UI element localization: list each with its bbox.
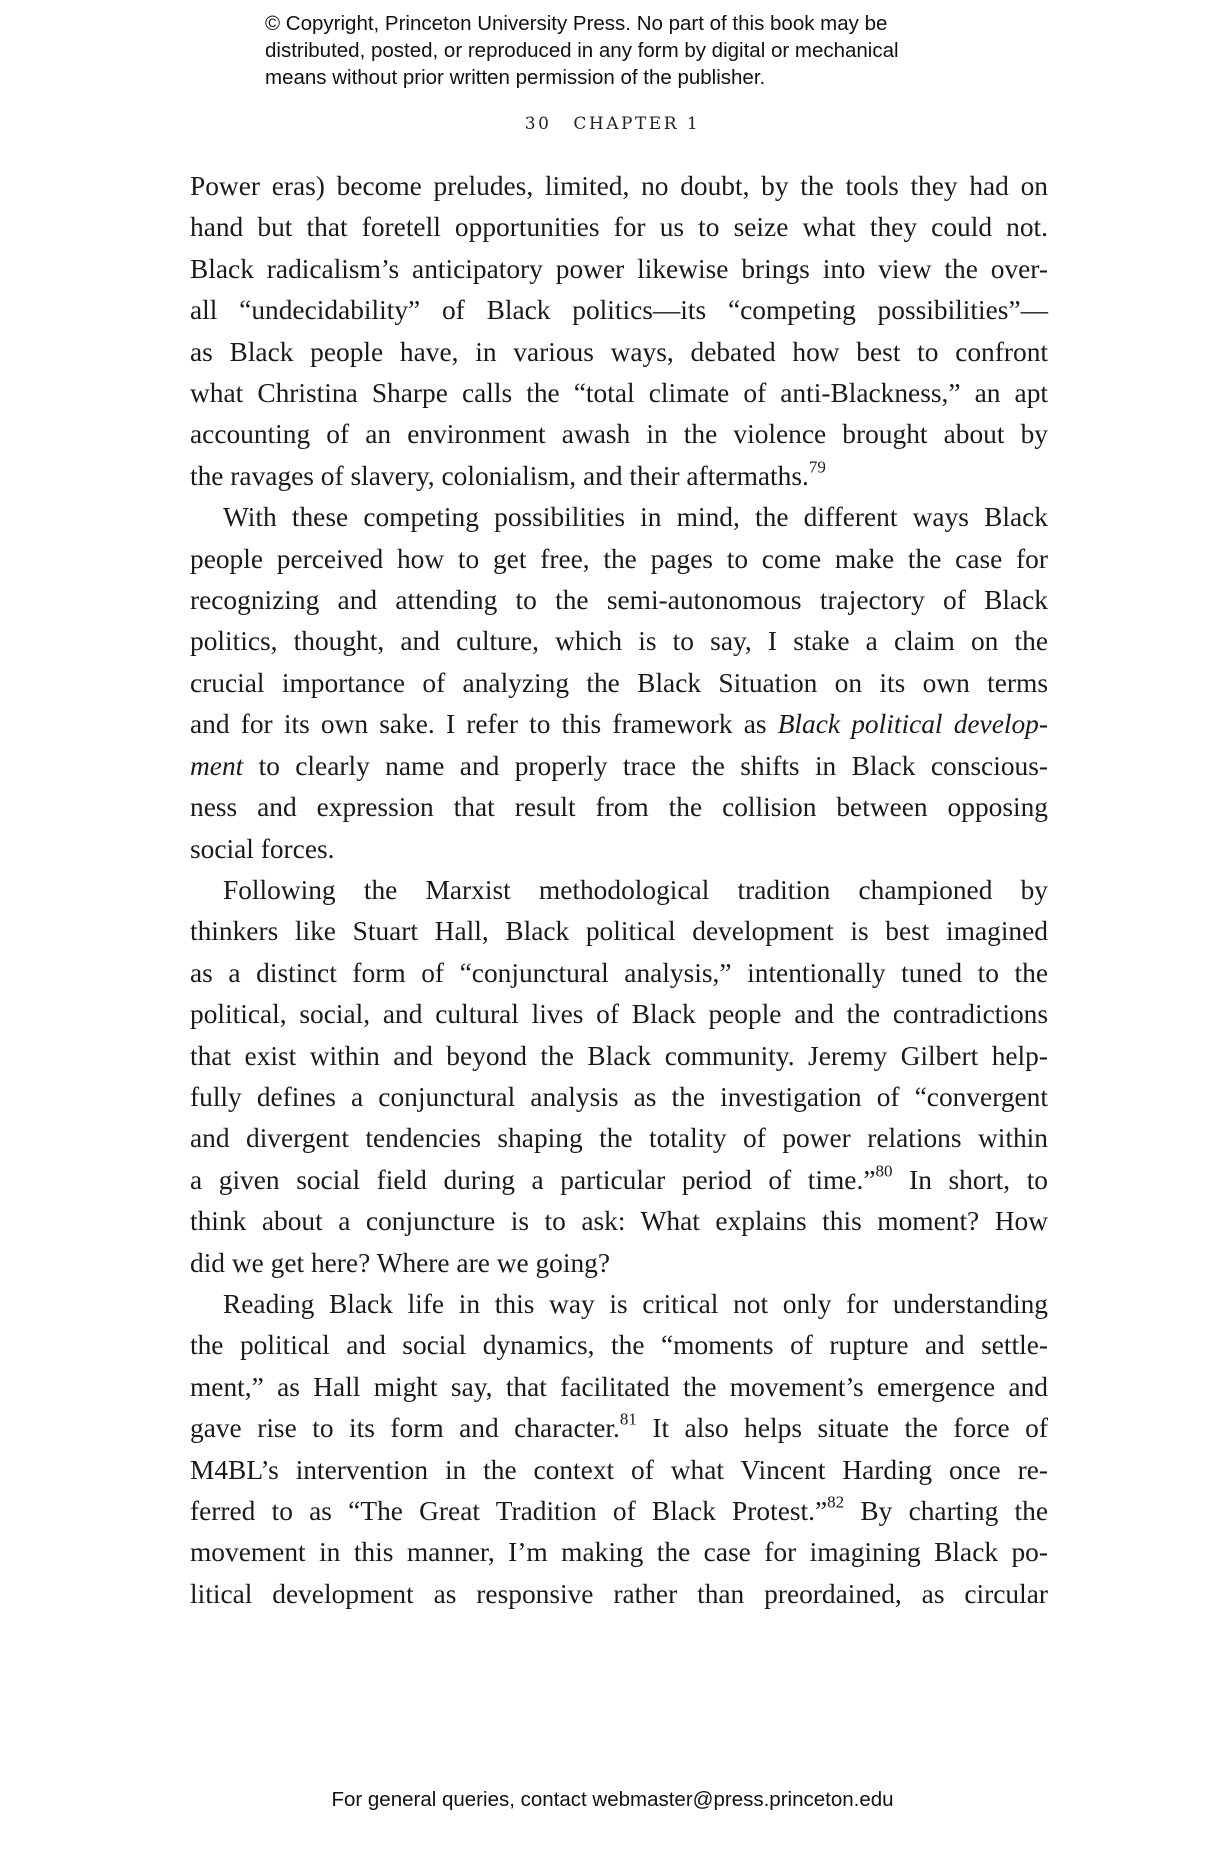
text-segment: By charting the [844, 1496, 1049, 1526]
paragraph [190, 166, 1048, 497]
text-line: crucial importance of analyzing the Black Situation on its own terms [190, 667, 1048, 698]
paragraph [190, 870, 1048, 1284]
footnote-marker: 81 [619, 1409, 637, 1429]
text-line: and divergent tendencies shaping the totality of power relations within [190, 1123, 1048, 1154]
text-line: politics, thought, and culture, which is to say, I stake a claim on the [190, 626, 1048, 657]
text-line: political, social, and cultural lives of Black people and the contradictions [190, 999, 1048, 1030]
footer-contact: For general queries, contact webmaster@press.princeton.edu [331, 1788, 894, 1811]
text-segment: and for its own sake. I refer to this framework as [190, 709, 778, 740]
text-line: Following the Marxist methodological tradition championed by [223, 874, 1048, 905]
copyright-line: distributed, posted, or reproduced in any form by digital or mechanical [265, 39, 899, 62]
text-line [190, 1408, 1048, 1449]
text-line: recognizing and attending to the semi-autonomous trajectory of Black [190, 585, 1048, 616]
text-line: litical development as responsive rather than preordained, as circular [190, 1578, 1048, 1609]
text-segment: It also helps situate the force of [636, 1413, 1048, 1444]
text-line: Black radicalism’s anticipatory power likewise brings into view the over- [190, 253, 1048, 284]
text-line: that exist within and beyond the Black community. Jeremy Gilbert help- [190, 1040, 1048, 1071]
text-line [190, 1160, 1048, 1201]
text-line: M4BL’s intervention in the context of what Vincent Harding once re- [190, 1454, 1048, 1485]
footnote-marker: 80 [875, 1161, 893, 1180]
text-line: people perceived how to get free, the pages to come make the case for [190, 543, 1048, 574]
footnote-marker: 82 [827, 1492, 845, 1512]
italic-term: ment [190, 750, 244, 781]
text-line: all “undecidability” of Black politics—its “competing possibilities”— [190, 295, 1048, 326]
text-line: Power eras) become preludes, limited, no doubt, by the tools they had on [190, 171, 1048, 201]
text-line: what Christina Sharpe calls the “total climate of anti-Blackness,” an apt [190, 378, 1048, 409]
text-line: as a distinct form of “conjunctural analysis,” intentionally tuned to the [190, 957, 1048, 988]
text-line [190, 1491, 1048, 1532]
text-line: ment,” as Hall might say, that facilitated the movement’s emergence and [190, 1371, 1048, 1402]
text-line: ness and expression that result from the collision between opposing [190, 792, 1048, 823]
text-line: With these competing possibilities in mind, the different ways Black [223, 502, 1048, 533]
text-line: did we get here? Where are we going? [190, 1247, 611, 1278]
text-segment: a given social field during a particular period of time.” [190, 1164, 876, 1195]
text-line: Reading Black life in this way is critical not only for understanding [223, 1288, 1048, 1319]
copyright-notice [265, 10, 985, 91]
text-segment: gave rise to its form and character. [190, 1413, 620, 1444]
text-line: the political and social dynamics, the “moments of rupture and settle- [190, 1330, 1048, 1361]
text-line: movement in this manner, I’m making the case for imagining Black po- [190, 1537, 1048, 1568]
body-text [190, 166, 1048, 1615]
text-segment: the ravages of slavery, colonialism, and their aftermaths. [190, 460, 809, 491]
italic-term: Black political develop- [777, 709, 1048, 740]
text-line: accounting of an environment awash in the violence brought about by [190, 419, 1048, 450]
chapter-label: CHAPTER 1 [573, 114, 701, 134]
paragraph [190, 497, 1048, 870]
text-line: thinkers like Stuart Hall, Black political development is best imagined [190, 916, 1048, 947]
text-line: think about a conjuncture is to ask: What explains this moment? How [190, 1206, 1048, 1237]
text-segment: ferred to as “The Great Tradition of Black Protest.” [190, 1496, 828, 1526]
copyright-line: © Copyright, Princeton University Press. No part of this book may be [265, 12, 888, 35]
text-line: social forces. [190, 833, 335, 864]
text-line [190, 704, 1048, 745]
text-line: as Black people have, in various ways, debated how best to confront [190, 336, 1048, 367]
running-head [0, 114, 1225, 134]
text-line: fully defines a conjunctural analysis as the investigation of “convergent [190, 1081, 1048, 1112]
text-line [190, 456, 1048, 497]
text-segment: In short, to [892, 1164, 1049, 1195]
page-number: 30 [524, 114, 552, 134]
text-line [190, 746, 1048, 787]
text-segment: to clearly name and properly trace the shifts in Black conscious- [243, 750, 1048, 781]
text-line: hand but that foretell opportunities for us to seize what they could not. [190, 212, 1048, 243]
copyright-line: means without prior written permission of the publisher. [265, 66, 766, 89]
footnote-marker: 79 [808, 457, 826, 477]
paragraph [190, 1284, 1048, 1615]
